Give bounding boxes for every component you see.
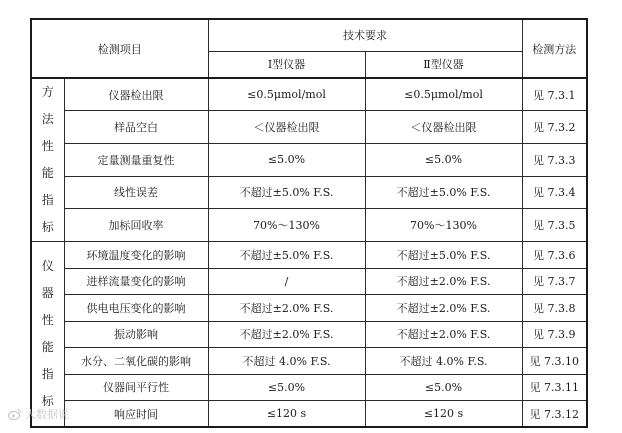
table-row <box>31 143 587 176</box>
method-cell: 见 7.3.11 <box>522 374 587 401</box>
method-cell: 见 7.3.2 <box>522 111 587 144</box>
table-row <box>31 348 587 375</box>
method-cell: 见 7.3.7 <box>522 268 587 295</box>
table-row <box>31 111 587 144</box>
method-cell: 见 7.3.1 <box>522 78 587 111</box>
method-cell: 见 7.3.9 <box>522 321 587 348</box>
type1-cell: ≤5.0% <box>208 143 365 176</box>
type1-cell: ≤0.5μmol/mol <box>208 78 365 111</box>
type2-cell: ≤0.5μmol/mol <box>365 78 522 111</box>
method-cell: 见 7.3.4 <box>522 176 587 209</box>
spec-table-container <box>30 18 586 428</box>
table-row <box>31 401 587 428</box>
item-cell: 仪器检出限 <box>64 78 208 111</box>
type2-cell: 不超过±2.0% F.S. <box>365 295 522 322</box>
method-cell: 见 7.3.6 <box>522 242 587 269</box>
type2-cell: 不超过±2.0% F.S. <box>365 321 522 348</box>
method-cell: 见 7.3.10 <box>522 348 587 375</box>
method-cell: 见 7.3.8 <box>522 295 587 322</box>
header-item-column: 检测项目 <box>31 19 208 78</box>
spec-table <box>30 18 588 428</box>
type1-cell: 70%～130% <box>208 209 365 242</box>
item-cell: 加标回收率 <box>64 209 208 242</box>
table-row <box>31 295 587 322</box>
type1-cell: 不超过±2.0% F.S. <box>208 295 365 322</box>
header-type2: Ⅱ型仪器 <box>365 51 522 78</box>
table-row <box>31 321 587 348</box>
item-cell: 环境温度变化的影响 <box>64 242 208 269</box>
method-cell: 见 7.3.5 <box>522 209 587 242</box>
type2-cell: 不超过 4.0% F.S. <box>365 348 522 375</box>
type1-cell: 不超过 4.0% F.S. <box>208 348 365 375</box>
type2-cell: ≤5.0% <box>365 374 522 401</box>
type2-cell: ＜仪器检出限 <box>365 111 522 144</box>
category-cell <box>31 78 64 242</box>
watermark-text: 大数据说 <box>25 408 69 421</box>
table-row <box>31 78 587 111</box>
type2-cell: 不超过±5.0% F.S. <box>365 242 522 269</box>
table-row <box>31 209 587 242</box>
table-row <box>31 242 587 269</box>
item-cell: 供电电压变化的影响 <box>64 295 208 322</box>
watermark <box>8 406 69 422</box>
item-cell: 线性误差 <box>64 176 208 209</box>
item-cell: 仪器间平行性 <box>64 374 208 401</box>
type1-cell: ≤120 s <box>208 401 365 428</box>
item-cell: 振动影响 <box>64 321 208 348</box>
type1-cell: ＜仪器检出限 <box>208 111 365 144</box>
type2-cell: ≤5.0% <box>365 143 522 176</box>
weibo-like-icon <box>8 408 22 420</box>
category-cell <box>31 242 64 428</box>
type2-cell: ≤120 s <box>365 401 522 428</box>
header-tech-requirements: 技术要求 <box>208 19 522 51</box>
type2-cell: 不超过±5.0% F.S. <box>365 176 522 209</box>
header-type1: Ⅰ型仪器 <box>208 51 365 78</box>
header-method-column: 检测方法 <box>522 19 587 78</box>
type1-cell: / <box>208 268 365 295</box>
category-label: 方法性能指标 <box>41 85 54 234</box>
type1-cell: 不超过±2.0% F.S. <box>208 321 365 348</box>
item-cell: 样品空白 <box>64 111 208 144</box>
type1-cell: ≤5.0% <box>208 374 365 401</box>
type1-cell: 不超过±5.0% F.S. <box>208 242 365 269</box>
category-label: 仪器性能指标 <box>41 259 54 408</box>
item-cell: 响应时间 <box>64 401 208 428</box>
table-row <box>31 374 587 401</box>
item-cell: 定量测量重复性 <box>64 143 208 176</box>
method-cell: 见 7.3.12 <box>522 401 587 428</box>
method-cell: 见 7.3.3 <box>522 143 587 176</box>
table-row <box>31 268 587 295</box>
type1-cell: 不超过±5.0% F.S. <box>208 176 365 209</box>
type2-cell: 不超过±2.0% F.S. <box>365 268 522 295</box>
item-cell: 进样流量变化的影响 <box>64 268 208 295</box>
item-cell: 水分、二氧化碳的影响 <box>64 348 208 375</box>
table-row <box>31 176 587 209</box>
type2-cell: 70%～130% <box>365 209 522 242</box>
